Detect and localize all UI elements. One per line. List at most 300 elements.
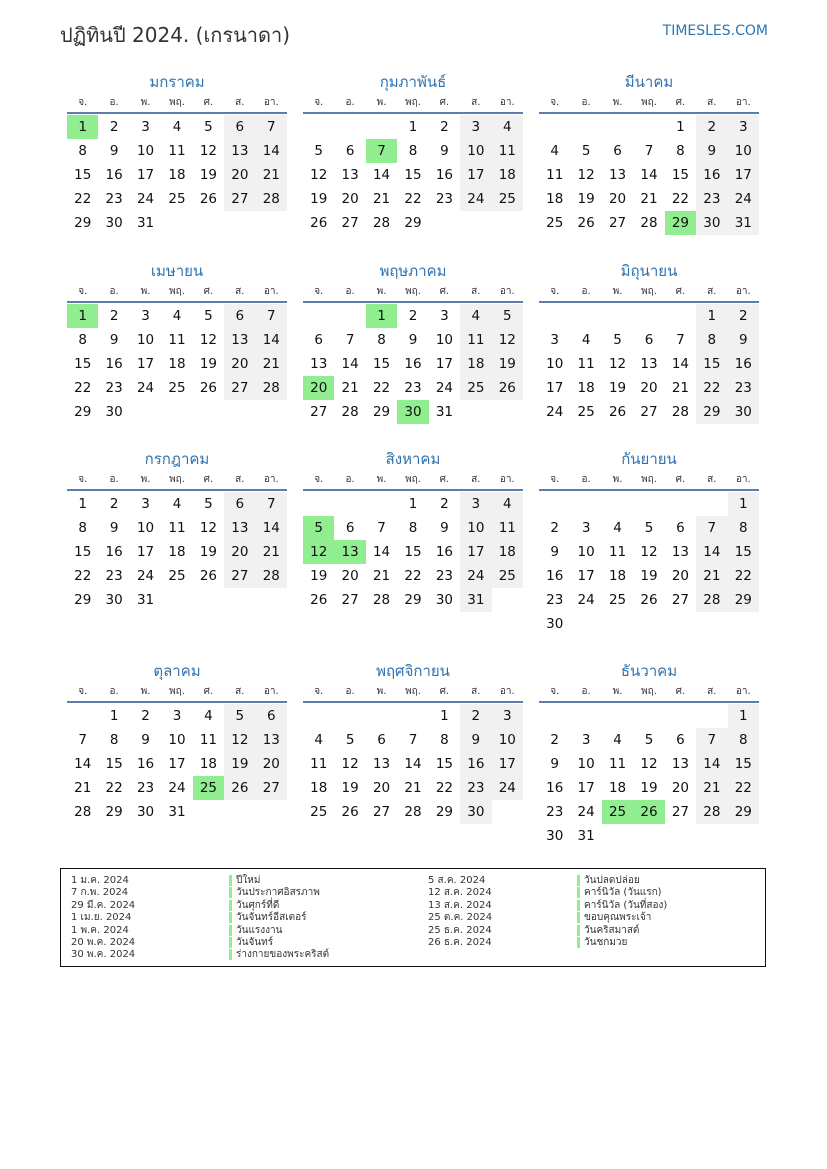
- month-block: [539, 447, 759, 636]
- day-cell: 12: [341, 756, 359, 772]
- weekday-label: ส.: [707, 474, 717, 485]
- day-cell: 6: [613, 143, 622, 159]
- day-cell: 20: [341, 191, 359, 207]
- weekday-header: [539, 284, 759, 303]
- weekday-label: อ.: [345, 474, 355, 485]
- day-cell: 11: [199, 732, 218, 748]
- weekday-label: อ.: [581, 686, 591, 697]
- day-cell: 3: [141, 496, 150, 512]
- day-cell: 30: [696, 211, 727, 235]
- empty-cell: [303, 492, 334, 516]
- day-cell: 9: [460, 728, 491, 752]
- day-cell: 29: [74, 215, 92, 231]
- day-grid: [303, 304, 523, 424]
- day-cell: 24: [546, 404, 564, 420]
- day-cell: 18: [608, 780, 627, 796]
- holiday-name: คาร์นิวัล (วันที่สอง): [577, 900, 667, 911]
- holiday-day-cell: 29: [665, 211, 696, 235]
- day-cell: 21: [256, 352, 287, 376]
- day-cell: 20: [224, 163, 255, 187]
- weekday-label: ศ.: [203, 286, 214, 297]
- day-cell: 5: [204, 308, 213, 324]
- legend-line: [71, 887, 135, 899]
- month-name: กันยายน: [621, 450, 677, 468]
- day-cell: 25: [460, 376, 491, 400]
- weekday-label: อ.: [581, 474, 591, 485]
- day-cell: 24: [168, 780, 186, 796]
- empty-cell: [67, 704, 98, 728]
- day-cell: 27: [256, 776, 287, 800]
- weekday-label: พ.: [612, 686, 623, 697]
- day-cell: 30: [460, 800, 491, 824]
- day-cell: 10: [435, 332, 454, 348]
- day-cell: 27: [341, 592, 359, 608]
- day-cell: 28: [696, 588, 727, 612]
- day-cell: 2: [550, 520, 559, 536]
- legend-line: [229, 900, 329, 912]
- day-cell: 24: [136, 191, 155, 207]
- holiday-day-cell: 1: [366, 304, 397, 328]
- day-cell: 24: [492, 776, 523, 800]
- empty-cell: [303, 304, 334, 328]
- weekday-label: พ.: [140, 286, 151, 297]
- legend-line: [428, 925, 492, 937]
- day-cell: 21: [256, 163, 287, 187]
- day-cell: 31: [728, 211, 759, 235]
- day-cell: 14: [256, 328, 287, 352]
- month-block: [303, 659, 523, 824]
- weekday-label: อา.: [263, 286, 279, 297]
- weekday-label: ศ.: [439, 686, 450, 697]
- weekday-label: อ.: [109, 474, 119, 485]
- day-cell: 6: [676, 520, 685, 536]
- legend-line: [71, 937, 135, 949]
- day-cell: 1: [408, 496, 418, 512]
- holiday-day-cell: 1: [67, 304, 98, 328]
- day-cell: 22: [728, 564, 759, 588]
- legend-names-right: [577, 875, 667, 949]
- day-cell: 3: [581, 732, 591, 748]
- holiday-date: 26 ธ.ค. 2024: [428, 936, 492, 948]
- day-cell: 6: [377, 732, 386, 748]
- day-cell: 13: [341, 167, 359, 183]
- holiday-day-cell: 5: [303, 516, 334, 540]
- weekday-label: อ.: [581, 97, 591, 108]
- holiday-name: วันศุกร์ที่ดี: [229, 900, 279, 911]
- day-cell: 23: [435, 191, 454, 207]
- weekday-label: พฤ.: [641, 686, 657, 697]
- day-cell: 4: [172, 496, 182, 512]
- day-cell: 20: [256, 752, 287, 776]
- weekday-label: จ.: [78, 474, 88, 485]
- day-cell: 22: [74, 380, 92, 396]
- holiday-name: วันปลดปล่อย: [577, 875, 640, 886]
- day-cell: 7: [377, 520, 386, 536]
- day-cell: 24: [136, 380, 155, 396]
- day-cell: 8: [109, 732, 119, 748]
- empty-cell: [602, 492, 633, 516]
- day-cell: 30: [105, 592, 123, 608]
- month-block: [67, 447, 287, 612]
- day-cell: 18: [546, 191, 564, 207]
- day-cell: 13: [310, 356, 328, 372]
- day-cell: 17: [435, 356, 454, 372]
- empty-cell: [303, 704, 334, 728]
- day-cell: 26: [199, 568, 218, 584]
- day-cell: 30: [105, 404, 123, 420]
- day-cell: 28: [74, 804, 92, 820]
- empty-cell: [633, 492, 664, 516]
- day-cell: 12: [224, 728, 255, 752]
- day-cell: 22: [372, 380, 391, 396]
- day-cell: 14: [256, 139, 287, 163]
- day-cell: 15: [435, 756, 454, 772]
- day-cell: 1: [408, 119, 418, 135]
- day-cell: 3: [141, 308, 150, 324]
- weekday-header: [539, 95, 759, 114]
- day-cell: 6: [314, 332, 323, 348]
- day-cell: 13: [671, 544, 690, 560]
- day-cell: 6: [676, 732, 685, 748]
- holiday-name: วันจันทร์: [229, 937, 273, 948]
- holiday-day-cell: 1: [67, 115, 98, 139]
- day-cell: 16: [696, 163, 727, 187]
- weekday-label: พฤ.: [641, 286, 657, 297]
- legend-line: [428, 900, 492, 912]
- weekday-header: [67, 684, 287, 703]
- day-cell: 2: [728, 304, 759, 328]
- day-grid: [303, 115, 523, 235]
- day-grid: [67, 704, 287, 824]
- day-cell: 26: [310, 215, 328, 231]
- day-cell: 22: [435, 780, 454, 796]
- day-cell: 29: [728, 800, 759, 824]
- legend-line: [577, 900, 667, 912]
- day-cell: 17: [460, 540, 491, 564]
- weekday-label: อา.: [735, 286, 751, 297]
- weekday-label: พฤ.: [405, 474, 421, 485]
- day-cell: 26: [640, 592, 658, 608]
- day-cell: 31: [435, 404, 454, 420]
- day-cell: 23: [404, 380, 422, 396]
- holiday-date: 12 ส.ค. 2024: [428, 887, 492, 899]
- day-cell: 23: [435, 568, 454, 584]
- day-cell: 21: [341, 380, 359, 396]
- legend-line: [577, 887, 667, 899]
- day-cell: 10: [577, 544, 595, 560]
- day-cell: 20: [224, 540, 255, 564]
- empty-cell: [633, 704, 664, 728]
- day-cell: 24: [460, 187, 491, 211]
- day-grid: [303, 492, 523, 612]
- day-cell: 5: [314, 143, 323, 159]
- empty-cell: [570, 492, 601, 516]
- day-cell: 2: [550, 732, 559, 748]
- day-cell: 9: [550, 756, 559, 772]
- day-cell: 7: [644, 143, 654, 159]
- day-cell: 9: [141, 732, 150, 748]
- empty-cell: [633, 115, 664, 139]
- day-cell: 28: [372, 592, 391, 608]
- day-cell: 8: [696, 328, 727, 352]
- day-cell: 18: [608, 568, 627, 584]
- empty-cell: [602, 304, 633, 328]
- month-block: [303, 259, 523, 424]
- day-cell: 5: [644, 520, 654, 536]
- weekday-label: จ.: [78, 286, 88, 297]
- weekday-label: จ.: [550, 286, 560, 297]
- holiday-day-cell: 25: [602, 800, 633, 824]
- day-cell: 31: [136, 592, 155, 608]
- weekday-label: พ.: [376, 686, 387, 697]
- day-cell: 21: [671, 380, 690, 396]
- weekday-label: อา.: [735, 686, 751, 697]
- day-cell: 27: [640, 404, 658, 420]
- day-cell: 18: [199, 756, 218, 772]
- day-cell: 13: [372, 756, 391, 772]
- legend-line: [428, 887, 492, 899]
- legend-line: [71, 875, 135, 887]
- weekday-label: ส.: [471, 97, 481, 108]
- weekday-label: อ.: [109, 97, 119, 108]
- day-grid: [67, 492, 287, 612]
- day-cell: 25: [310, 804, 328, 820]
- day-cell: 18: [492, 540, 523, 564]
- weekday-label: พ.: [376, 286, 387, 297]
- weekday-label: จ.: [550, 686, 560, 697]
- day-cell: 17: [136, 544, 155, 560]
- day-cell: 29: [404, 592, 422, 608]
- day-cell: 18: [460, 352, 491, 376]
- day-cell: 2: [109, 496, 119, 512]
- weekday-label: ศ.: [203, 474, 214, 485]
- day-cell: 27: [671, 804, 690, 820]
- day-grid: [67, 115, 287, 235]
- day-cell: 9: [109, 332, 119, 348]
- day-grid: [539, 492, 759, 636]
- legend-line: [229, 949, 329, 961]
- day-cell: 23: [728, 376, 759, 400]
- day-cell: 18: [577, 380, 595, 396]
- day-cell: 29: [105, 804, 123, 820]
- day-cell: 27: [372, 804, 391, 820]
- day-cell: 9: [109, 143, 119, 159]
- day-cell: 21: [256, 540, 287, 564]
- day-cell: 8: [408, 143, 418, 159]
- day-cell: 19: [640, 568, 658, 584]
- legend-line: [71, 925, 135, 937]
- legend-line: [428, 875, 492, 887]
- day-cell: 15: [105, 756, 123, 772]
- empty-cell: [366, 115, 397, 139]
- legend-line: [577, 925, 667, 937]
- day-grid: [539, 304, 759, 424]
- empty-cell: [665, 492, 696, 516]
- day-cell: 16: [728, 352, 759, 376]
- month-name: พฤษภาคม: [379, 262, 447, 280]
- day-cell: 7: [696, 728, 727, 752]
- holiday-day-cell: 7: [366, 139, 397, 163]
- day-cell: 29: [74, 592, 92, 608]
- day-cell: 14: [696, 540, 727, 564]
- day-cell: 19: [224, 752, 255, 776]
- day-cell: 16: [546, 780, 564, 796]
- day-cell: 22: [728, 776, 759, 800]
- empty-cell: [303, 115, 334, 139]
- day-cell: 1: [728, 704, 759, 728]
- day-cell: 15: [728, 540, 759, 564]
- weekday-label: ส.: [471, 474, 481, 485]
- day-cell: 11: [168, 520, 186, 536]
- weekday-label: จ.: [78, 686, 88, 697]
- weekday-label: พฤ.: [169, 686, 185, 697]
- day-cell: 27: [224, 376, 255, 400]
- weekday-label: พ.: [376, 474, 387, 485]
- weekday-label: ส.: [471, 286, 481, 297]
- day-cell: 29: [728, 588, 759, 612]
- holiday-name: วันชกมวย: [577, 937, 627, 948]
- day-cell: 5: [204, 496, 213, 512]
- weekday-label: ส.: [707, 686, 717, 697]
- day-cell: 10: [728, 139, 759, 163]
- weekday-label: พ.: [140, 97, 151, 108]
- month-block: [67, 70, 287, 235]
- day-cell: 16: [404, 356, 422, 372]
- day-cell: 1: [440, 708, 449, 724]
- empty-cell: [696, 492, 727, 516]
- day-cell: 26: [341, 804, 359, 820]
- empty-cell: [602, 704, 633, 728]
- day-cell: 6: [224, 304, 255, 328]
- weekday-label: ส.: [471, 686, 481, 697]
- day-cell: 5: [613, 332, 622, 348]
- day-cell: 12: [640, 756, 658, 772]
- day-cell: 5: [581, 143, 591, 159]
- day-cell: 20: [640, 380, 658, 396]
- day-cell: 28: [671, 404, 690, 420]
- day-cell: 4: [172, 308, 182, 324]
- month-block: [67, 659, 287, 824]
- day-cell: 4: [204, 708, 213, 724]
- weekday-label: พฤ.: [169, 474, 185, 485]
- day-cell: 19: [199, 167, 218, 183]
- holiday-date: 20 พ.ค. 2024: [71, 936, 136, 948]
- day-cell: 30: [546, 616, 564, 632]
- day-cell: 30: [546, 828, 564, 844]
- day-cell: 16: [546, 568, 564, 584]
- day-cell: 25: [492, 564, 523, 588]
- day-cell: 16: [136, 756, 155, 772]
- day-cell: 2: [109, 119, 119, 135]
- weekday-label: ศ.: [675, 686, 686, 697]
- day-cell: 2: [460, 704, 491, 728]
- day-cell: 18: [168, 544, 186, 560]
- day-cell: 3: [728, 115, 759, 139]
- day-cell: 8: [78, 520, 87, 536]
- site-link[interactable]: TIMESLES.COM: [662, 23, 768, 39]
- weekday-label: อา.: [263, 686, 279, 697]
- day-cell: 13: [224, 139, 255, 163]
- day-cell: 15: [404, 167, 422, 183]
- legend-line: [229, 937, 329, 949]
- day-cell: 27: [224, 187, 255, 211]
- legend-line: [71, 912, 135, 924]
- day-grid: [539, 704, 759, 848]
- day-cell: 22: [105, 780, 123, 796]
- empty-cell: [539, 492, 570, 516]
- holiday-date: 1 เม.ย. 2024: [71, 912, 132, 924]
- day-cell: 27: [310, 404, 328, 420]
- day-cell: 21: [372, 191, 391, 207]
- day-cell: 14: [640, 167, 658, 183]
- holiday-name: วันคริสมาสต์: [577, 925, 639, 936]
- day-cell: 6: [256, 704, 287, 728]
- day-cell: 18: [168, 167, 186, 183]
- weekday-label: พ.: [140, 686, 151, 697]
- day-cell: 23: [546, 592, 564, 608]
- day-cell: 11: [460, 328, 491, 352]
- day-cell: 23: [696, 187, 727, 211]
- day-cell: 23: [136, 780, 155, 796]
- day-cell: 13: [671, 756, 690, 772]
- day-cell: 3: [460, 492, 491, 516]
- day-cell: 19: [199, 544, 218, 560]
- month-name: กุมภาพันธ์: [379, 73, 447, 91]
- weekday-label: พฤ.: [641, 97, 657, 108]
- day-cell: 22: [671, 191, 690, 207]
- weekday-label: ส.: [235, 286, 245, 297]
- day-cell: 19: [492, 352, 523, 376]
- legend-line: [71, 900, 135, 912]
- day-cell: 22: [404, 568, 422, 584]
- weekday-label: ศ.: [439, 97, 450, 108]
- day-cell: 9: [408, 332, 418, 348]
- weekday-header: [67, 95, 287, 114]
- day-cell: 11: [492, 516, 523, 540]
- holiday-day-cell: 12: [303, 540, 334, 564]
- day-cell: 13: [224, 328, 255, 352]
- day-cell: 31: [577, 828, 595, 844]
- day-cell: 5: [224, 704, 255, 728]
- day-cell: 19: [199, 356, 218, 372]
- day-cell: 7: [676, 332, 685, 348]
- day-cell: 7: [408, 732, 418, 748]
- day-cell: 25: [577, 404, 595, 420]
- weekday-header: [303, 472, 523, 491]
- day-cell: 8: [78, 143, 87, 159]
- legend-line: [229, 925, 329, 937]
- day-cell: 3: [460, 115, 491, 139]
- day-cell: 14: [74, 756, 92, 772]
- day-cell: 12: [492, 328, 523, 352]
- day-cell: 16: [105, 167, 123, 183]
- empty-cell: [539, 704, 570, 728]
- holiday-date: 5 ส.ค. 2024: [428, 875, 486, 886]
- day-cell: 25: [608, 592, 627, 608]
- day-cell: 19: [608, 380, 627, 396]
- day-cell: 26: [310, 592, 328, 608]
- day-cell: 10: [460, 139, 491, 163]
- legend-line: [229, 887, 329, 899]
- day-cell: 19: [310, 568, 328, 584]
- holiday-day-cell: 20: [303, 376, 334, 400]
- weekday-label: อา.: [263, 474, 279, 485]
- day-cell: 28: [341, 404, 359, 420]
- day-cell: 30: [435, 592, 454, 608]
- weekday-label: พฤ.: [405, 286, 421, 297]
- legend-line: [577, 875, 667, 887]
- weekday-label: ศ.: [675, 474, 686, 485]
